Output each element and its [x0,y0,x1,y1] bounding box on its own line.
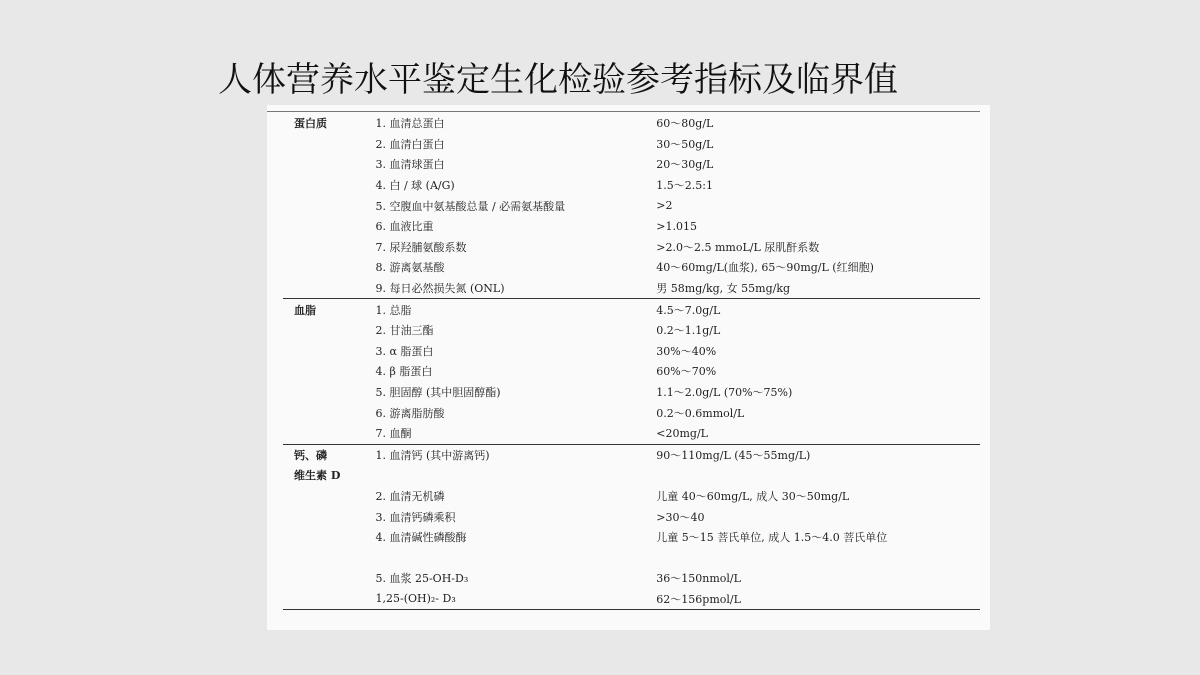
value-cell: 1.1～2.0g/L (70%～75%) [656,386,793,400]
item-cell: 5. 空腹血中氨基酸总量 / 必需氨基酸量 [375,199,566,213]
table-row [283,134,980,155]
item-cell: 7. 尿羟脯氨酸系数 [375,240,467,254]
top-rule [267,111,980,112]
page-title: 人体营养水平鉴定生化检验参考指标及临界值 [218,60,898,100]
item-cell: 5. 胆固醇 (其中胆固醇酯) [375,386,501,400]
value-cell: 儿童 40～60mg/L, 成人 30～50mg/L [656,489,850,503]
category-cell [283,216,362,237]
item-cell: 4. β 脂蛋白 [375,365,433,379]
value-cell: 90～110mg/L (45～55mg/L) [656,444,980,465]
table-row [283,113,980,134]
category-cell: 蛋白质 [294,117,327,131]
category-cell [283,278,362,299]
category-cell [283,568,362,589]
table-row [283,341,980,362]
category-cell: 血脂 [283,299,362,320]
value-cell: 4.5～7.0g/L [656,299,980,320]
table-row [283,237,980,258]
table-row [283,216,980,237]
value-cell: >2 [656,199,673,213]
item-cell: 2. 血清无机磷 [375,489,445,503]
table-row [283,568,980,589]
category-cell [283,547,362,568]
category-cell: 维生素 D [294,469,341,483]
value-cell [656,465,980,486]
item-cell [362,465,656,486]
value-cell [656,547,980,568]
table-row [283,423,980,444]
item-cell: 7. 血酮 [375,427,412,441]
item-cell: 6. 游离脂肪酸 [375,406,445,420]
category-cell [283,320,362,341]
value-cell: 0.2～0.6mmol/L [656,406,745,420]
item-cell: 9. 每日必然损失氮 (ONL) [375,282,505,296]
item-cell: 2. 血清白蛋白 [375,137,445,151]
table-row [283,278,980,299]
table-row [283,444,980,465]
category-cell [283,361,362,382]
category-cell [283,257,362,278]
category-cell [283,486,362,507]
item-cell: 1. 血清总蛋白 [375,117,445,131]
value-cell: <20mg/L [656,426,708,440]
value-cell: >30～40 [656,510,705,524]
category-cell: 钙、磷 [283,444,362,465]
item-cell [362,547,656,568]
item-cell: 5. 血浆 25-OH-D₃ [375,572,469,586]
value-cell: 0.2～1.1g/L [656,324,721,338]
item-cell: 2. 甘油三酯 [375,324,434,338]
value-cell: 60%～70% [656,365,717,379]
table-row [283,361,980,382]
value-cell: 30%～40% [656,344,717,358]
value-cell: 62～156pmol/L [656,589,980,610]
item-cell: 8. 游离氨基酸 [375,261,445,275]
table-row [283,195,980,216]
table-row [283,320,980,341]
table-row [283,465,980,486]
category-cell [283,506,362,527]
value-cell: 40～60mg/L(血浆), 65～90mg/L (红细胞) [656,261,874,275]
item-cell: 3. 血清钙磷乘积 [375,510,456,524]
category-cell [283,589,362,610]
category-cell [283,175,362,196]
item-cell: 3. α 脂蛋白 [375,344,434,358]
scanned-table-image [267,105,990,630]
value-cell: 36～150nmol/L [656,572,741,586]
category-cell [283,134,362,155]
category-cell [283,341,362,362]
value-cell: >2.0～2.5 mmoL/L 尿肌酐系数 [656,240,820,254]
item-cell: 1,25-(OH)₂- D₃ [362,589,656,610]
item-cell: 4. 白 / 球 (A/G) [375,179,455,193]
table-row [283,257,980,278]
item-cell: 3. 血清球蛋白 [375,158,445,172]
value-cell: >1.015 [656,219,697,233]
value-cell: 60～80g/L [656,117,714,131]
table-row [283,527,980,548]
table-row [283,402,980,423]
category-cell [283,527,362,548]
table-row [283,154,980,175]
value-cell: 1.5～2.5:1 [656,179,713,193]
category-cell [283,154,362,175]
category-cell [283,423,362,444]
value-cell: 男 58mg/kg, 女 55mg/kg [656,282,791,296]
table-row [283,382,980,403]
table-row [283,506,980,527]
table-row [283,175,980,196]
category-cell [283,237,362,258]
reference-table [283,113,980,610]
category-cell [283,402,362,423]
table-row [283,486,980,507]
item-cell: 6. 血液比重 [375,220,434,234]
value-cell: 儿童 5～15 菩氏单位, 成人 1.5～4.0 菩氏单位 [656,531,888,545]
item-cell: 1. 总脂 [362,299,656,320]
value-cell: 30～50g/L [656,137,714,151]
table-row [283,547,980,568]
category-cell [283,195,362,216]
category-cell [283,382,362,403]
table-row [283,299,980,320]
item-cell: 4. 血清碱性磷酸酶 [375,531,467,545]
value-cell: 20～30g/L [656,158,714,172]
table-row [283,589,980,610]
item-cell: 1. 血清钙 (其中游离钙) [362,444,656,465]
